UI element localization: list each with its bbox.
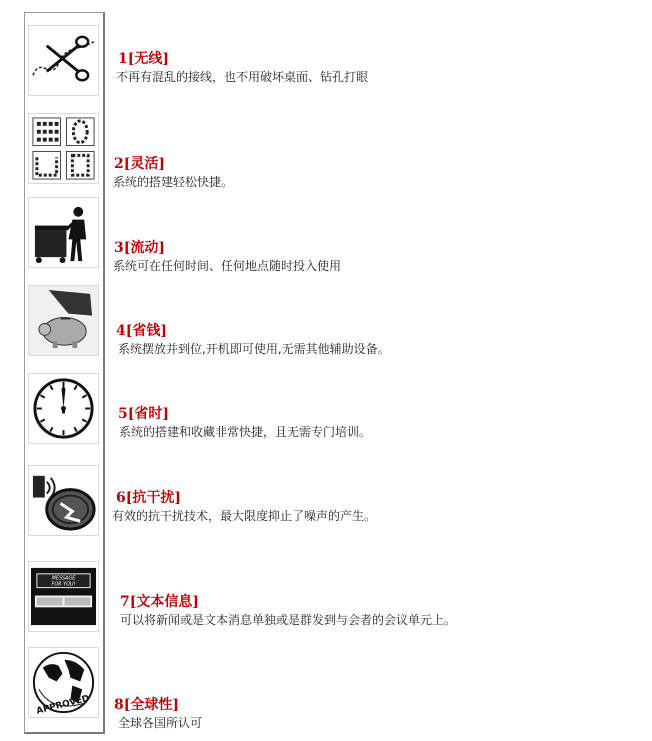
feature-title: 8[全球性] [114,697,179,713]
feature-title: 3[流动] [114,240,165,256]
piggy-bank-icon [28,285,99,356]
feature-item [110,696,640,732]
feature-description: 系统的搭建轻松快捷。 [113,175,234,189]
globe-approved-icon [28,647,99,718]
feature-description: 有效的抗干扰技术，最大限度抑止了噪声的产生。 [112,509,377,523]
message-line-2: FOR YOU! [51,581,76,588]
feature-icon-column [24,12,105,734]
feature-item [110,322,640,358]
message-display-icon [28,561,99,632]
feature-title: 6[抗干扰] [116,490,181,506]
message-line-1: MESSAGE [51,575,76,582]
feature-description: 系统摆放并到位,开机即可使用,无需其他辅助设备。 [118,342,390,356]
feature-title: 2[灵活] [114,156,165,172]
approved-stamp: APPROVED [35,693,91,717]
feature-item [110,239,640,275]
feature-title: 7[文本信息] [120,594,199,610]
feature-title: 1[无线] [118,51,169,67]
feature-title: 4[省钱] [116,323,167,339]
feature-title: 5[省时] [118,406,169,422]
seating-layout-icon [28,113,99,184]
feature-description: 可以将新闻或是文本消息单独或是群发到与会者的会议单元上。 [120,613,457,627]
feature-description: 系统可在任何时间、任何地点随时投入使用 [113,259,342,273]
interference-shield-icon [28,465,99,536]
feature-item [110,593,640,629]
feature-description: 全球各国所认可 [118,716,203,730]
scissors-cutting-cable-icon [28,25,99,96]
feature-item [110,489,640,525]
feature-item [110,405,640,441]
feature-description: 系统的搭建和收藏非常快捷，且无需专门培训。 [119,425,372,439]
feature-item [110,50,640,86]
feature-description: 不再有混乱的接线，也不用破坏桌面、钻孔打眼 [116,70,369,84]
feature-item [110,155,640,191]
person-with-cart-icon [28,197,99,268]
clock-icon [28,373,99,444]
